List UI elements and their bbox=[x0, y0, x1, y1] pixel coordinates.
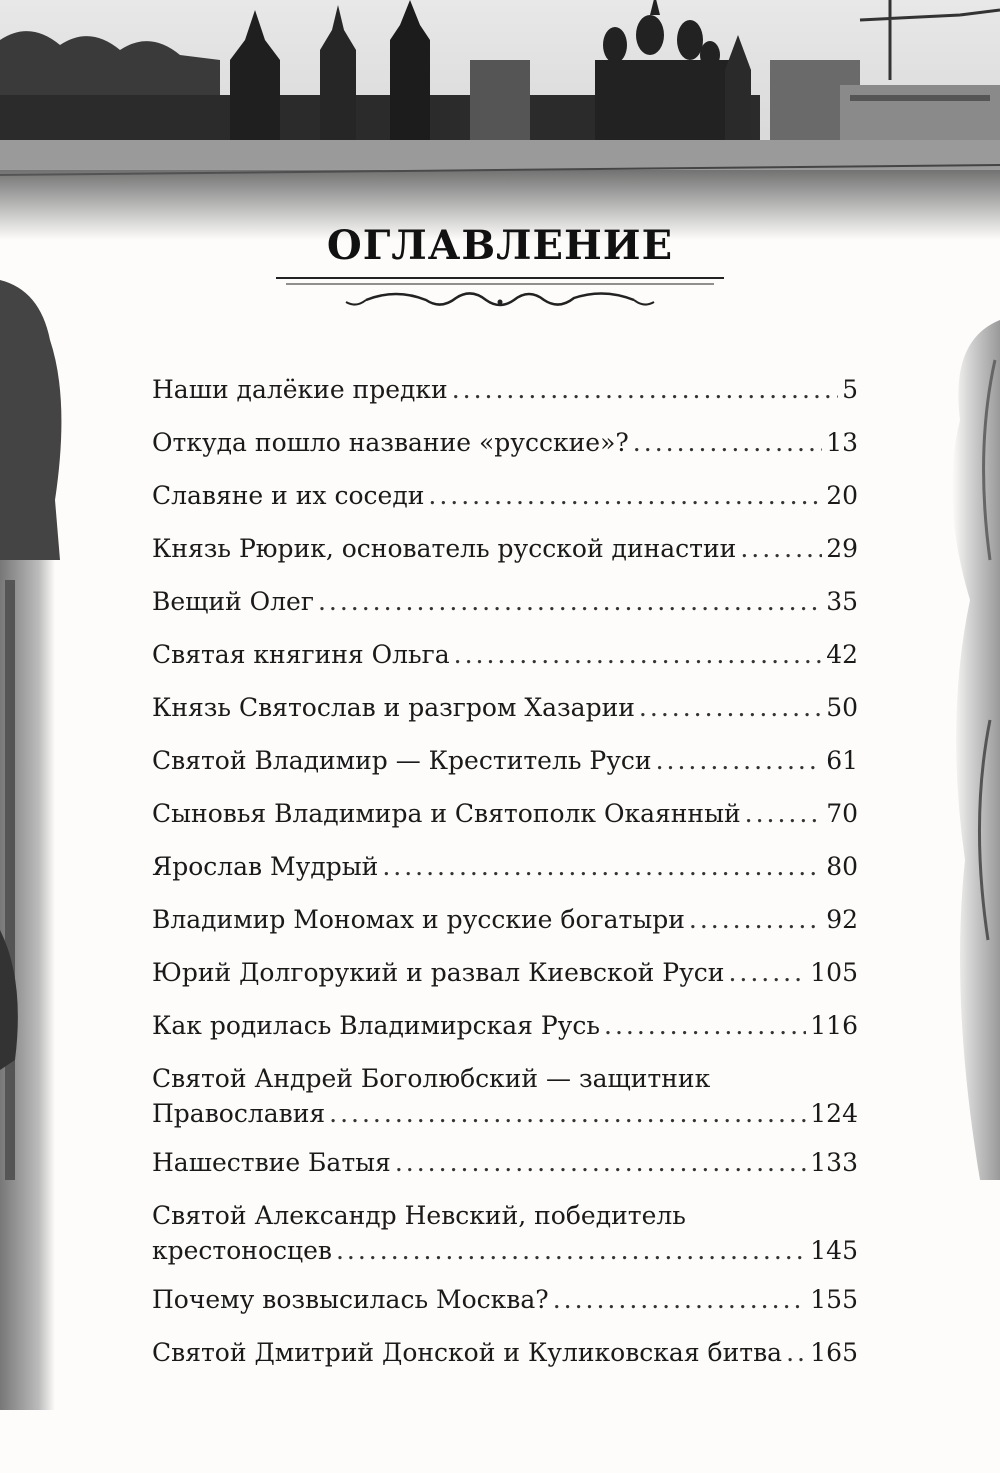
toc-title: Нашествие Батыя bbox=[152, 1148, 391, 1177]
toc-entry bbox=[152, 478, 858, 513]
toc-page: 20 bbox=[826, 481, 858, 510]
toc-title: Ярослав Мудрый bbox=[152, 852, 379, 881]
toc-entry bbox=[152, 1008, 858, 1043]
toc-title: Владимир Мономах и русские богатыри bbox=[152, 905, 685, 934]
toc-page: 116 bbox=[810, 1011, 858, 1040]
toc-entry bbox=[152, 849, 858, 884]
leader-dots bbox=[454, 637, 823, 672]
toc-title: Святой Владимир — Креститель Руси bbox=[152, 746, 652, 775]
toc-page: 80 bbox=[826, 852, 858, 881]
toc-title: Князь Святослав и разгром Хазарии bbox=[152, 693, 635, 722]
toc-page: 35 bbox=[826, 587, 858, 616]
toc-entry bbox=[152, 584, 858, 619]
toc-page: 145 bbox=[810, 1236, 858, 1265]
toc-page: 124 bbox=[810, 1099, 858, 1128]
toc-entry bbox=[152, 425, 858, 460]
leader-dots bbox=[639, 690, 822, 725]
toc-title: Как родилась Владимирская Русь bbox=[152, 1011, 600, 1040]
toc-title: Святая княгиня Ольга bbox=[152, 640, 450, 669]
toc-title: Святой Дмитрий Донской и Куликовская битва bbox=[152, 1338, 783, 1367]
kremlin-skyline-photo bbox=[0, 0, 1000, 240]
toc-entry bbox=[152, 955, 858, 990]
leader-dots bbox=[382, 849, 822, 884]
toc-page: 155 bbox=[810, 1285, 858, 1314]
leader-dots bbox=[633, 425, 822, 460]
toc-entry bbox=[152, 796, 858, 831]
leader-dots bbox=[329, 1096, 806, 1131]
leader-dots bbox=[428, 478, 822, 513]
leader-dots bbox=[728, 955, 806, 990]
table-of-contents bbox=[152, 372, 858, 1388]
leader-dots bbox=[656, 743, 823, 778]
toc-page: 165 bbox=[810, 1338, 858, 1367]
leader-dots bbox=[745, 796, 823, 831]
toc-page: 13 bbox=[826, 428, 858, 457]
toc-title: Князь Рюрик, основатель русской династии bbox=[152, 534, 737, 563]
page-title: ОГЛАВЛЕНИЕ bbox=[326, 222, 674, 269]
right-sculpture-image bbox=[920, 300, 1000, 1200]
toc-entry bbox=[152, 1061, 858, 1131]
leader-dots bbox=[553, 1282, 807, 1317]
toc-entry bbox=[152, 1335, 858, 1370]
title-ornament-divider bbox=[276, 270, 724, 320]
toc-page: 50 bbox=[826, 693, 858, 722]
leader-dots bbox=[395, 1145, 806, 1180]
toc-entry bbox=[152, 690, 858, 725]
toc-page: 61 bbox=[826, 746, 858, 775]
toc-title: Наши далёкие предки bbox=[152, 375, 448, 404]
leader-dots bbox=[604, 1008, 806, 1043]
toc-page: 105 bbox=[810, 958, 858, 987]
leader-dots bbox=[452, 372, 838, 407]
toc-page: 133 bbox=[810, 1148, 858, 1177]
left-sculpture-image bbox=[0, 280, 80, 1430]
toc-title-line1: Святой Александр Невский, победитель bbox=[152, 1201, 686, 1230]
toc-title-line2: Православия bbox=[152, 1099, 326, 1128]
leader-dots bbox=[740, 531, 822, 566]
toc-page: 29 bbox=[826, 534, 858, 563]
leader-dots bbox=[786, 1335, 806, 1370]
toc-title-line2: крестоносцев bbox=[152, 1236, 332, 1265]
toc-title: Сыновья Владимира и Святополк Окаянный bbox=[152, 799, 741, 828]
toc-page: 42 bbox=[826, 640, 858, 669]
toc-entry bbox=[152, 372, 858, 407]
toc-entry bbox=[152, 531, 858, 566]
toc-entry bbox=[152, 902, 858, 937]
toc-entry bbox=[152, 1282, 858, 1317]
toc-title: Вещий Олег bbox=[152, 587, 314, 616]
toc-page: 5 bbox=[842, 375, 858, 404]
toc-entry bbox=[152, 1145, 858, 1180]
toc-page: 70 bbox=[826, 799, 858, 828]
toc-page: 92 bbox=[826, 905, 858, 934]
toc-entry bbox=[152, 637, 858, 672]
leader-dots bbox=[336, 1233, 806, 1268]
toc-title: Юрий Долгорукий и развал Киевской Руси bbox=[152, 958, 725, 987]
toc-title: Славяне и их соседи bbox=[152, 481, 425, 510]
toc-title-line1: Святой Андрей Боголюбский — защитник bbox=[152, 1064, 711, 1093]
leader-dots bbox=[689, 902, 822, 937]
toc-title: Почему возвысилась Москва? bbox=[152, 1285, 549, 1314]
toc-entry bbox=[152, 1198, 858, 1268]
leader-dots bbox=[318, 584, 822, 619]
toc-entry bbox=[152, 743, 858, 778]
toc-title: Откуда пошло название «русские»? bbox=[152, 428, 629, 457]
